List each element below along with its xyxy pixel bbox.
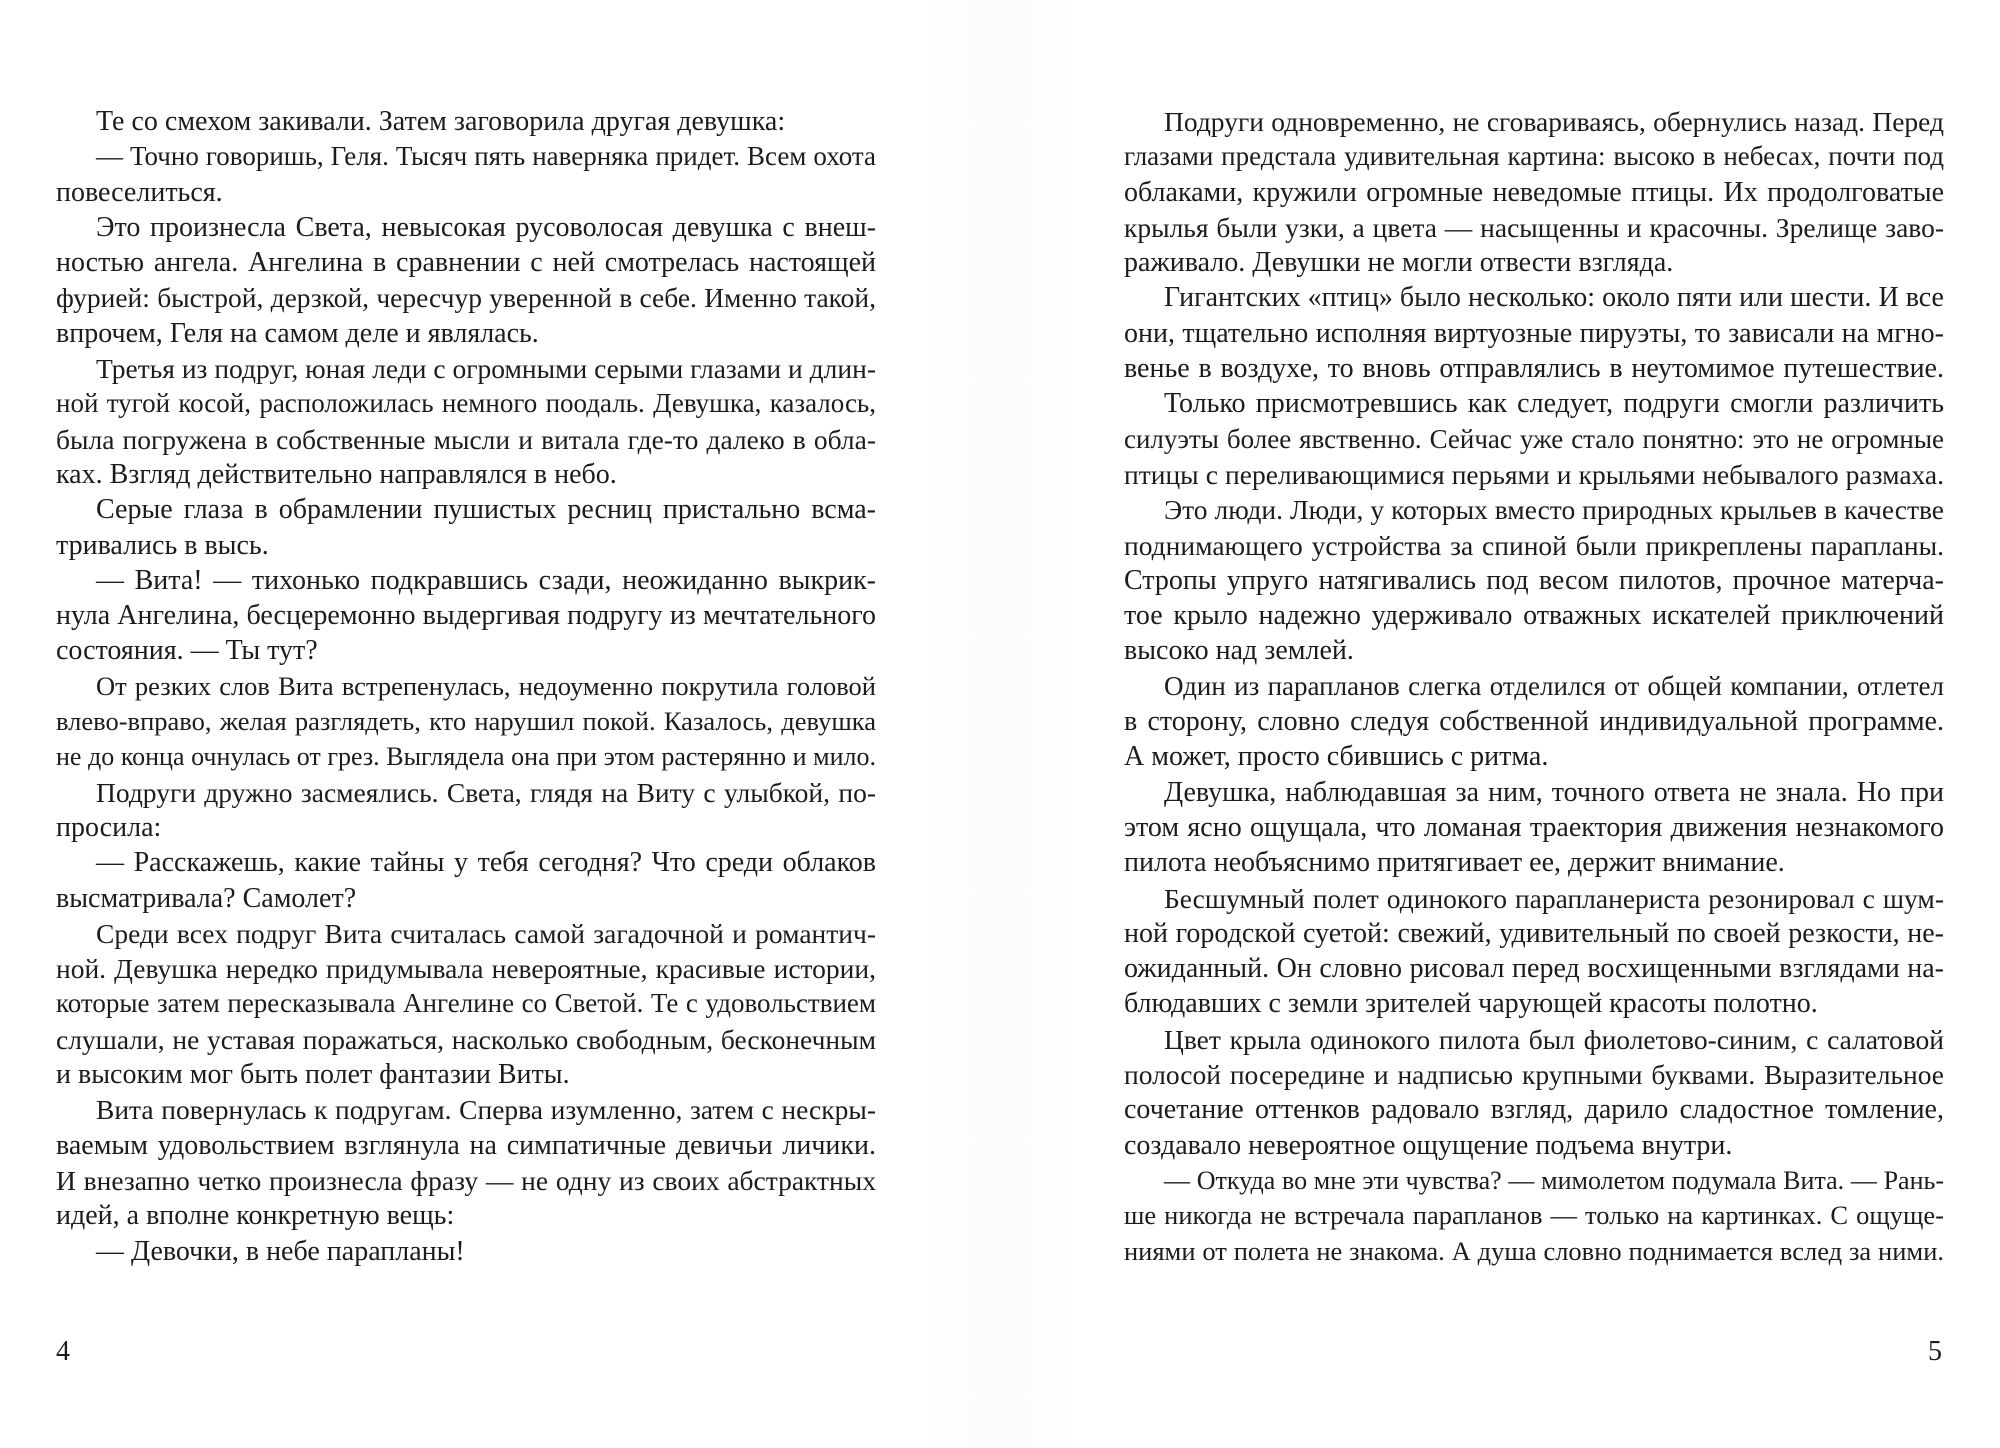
text-line: И внезапно четко произнесла фразу — не одну из своих абстрактных bbox=[56, 1164, 876, 1196]
text-line: ностью ангела. Ангелина в сравнении с ней смотрелась настоящей bbox=[56, 247, 876, 279]
text-line: ниями от полета не знакома. А душа словно поднимается вслед за ними. bbox=[1124, 1235, 1944, 1266]
left-page-text bbox=[56, 104, 876, 1269]
text-line: А может, просто сбившись с ритма. bbox=[1124, 741, 1549, 773]
text-line: просила: bbox=[56, 811, 162, 843]
text-line: создавало невероятное ощущение подъема внутри. bbox=[1124, 1129, 1733, 1161]
text-line: высматривала? Самолет? bbox=[56, 882, 357, 914]
text-line: Подруги дружно засмеялись. Света, глядя на Виту с улыбкой, по- bbox=[96, 776, 876, 808]
text-line: высоко над землей. bbox=[1124, 635, 1354, 667]
text-line: Среди всех подруг Вита считалась самой загадочной и романтич- bbox=[96, 917, 876, 949]
text-line: От резких слов Вита встрепенулась, недоуменно покрутила головой bbox=[96, 670, 876, 701]
text-line: идей, а вполне конкретную вещь: bbox=[56, 1200, 455, 1232]
text-line: Один из парапланов слегка отделился от общей компании, отлетел bbox=[1164, 670, 1944, 701]
text-line: раживало. Девушки не могли отвести взгляда. bbox=[1124, 247, 1674, 279]
text-line: и высоким мог быть полет фантазии Виты. bbox=[56, 1059, 570, 1091]
text-line: сочетание оттенков радовало взгляд, дарило сладостное томление, bbox=[1124, 1094, 1944, 1126]
text-line: венье в воздухе, то вновь отправлялись в неутомимое путешествие. bbox=[1124, 353, 1944, 385]
text-line: облаками, кружили огромные неведомые птицы. Их продолговатые bbox=[1124, 176, 1944, 208]
text-line: была погружена в собственные мысли и витала где-то далеко в обла- bbox=[56, 423, 876, 455]
text-line: силуэты более явственно. Сейчас уже стало понятно: это не огромные bbox=[1124, 423, 1944, 454]
text-line: в сторону, словно следуя собственной индивидуальной программе. bbox=[1124, 706, 1944, 738]
text-line: полосой посередине и надписью крупными буквами. Выразительное bbox=[1124, 1059, 1944, 1091]
text-line: Это люди. Люди, у которых вместо природных крыльев в качестве bbox=[1164, 494, 1944, 526]
text-line: Стропы упруго натягивались под весом пилотов, прочное матерча- bbox=[1124, 564, 1944, 596]
text-line: Подруги одновременно, не сговариваясь, обернулись назад. Перед bbox=[1164, 106, 1944, 137]
text-line: крылья были узки, а цвета — насыщенны и красочны. Зрелище заво- bbox=[1124, 211, 1944, 243]
text-line: Серые глаза в обрамлении пушистых ресниц пристально всма- bbox=[96, 494, 876, 526]
text-line: тое крыло надежно удерживало отважных искателей приключений bbox=[1124, 600, 1944, 632]
text-line: нула Ангелина, бесцеремонно выдергивая подругу из мечтательного bbox=[56, 600, 876, 632]
text-line: не до конца очнулась от грез. Выглядела она при этом растерянно и мило. bbox=[56, 742, 876, 772]
text-line: — Откуда во мне эти чувства? — мимолетом подумала Вита. — Рань- bbox=[1164, 1165, 1944, 1195]
text-line: поднимающего устройства за спиной были прикреплены парапланы. bbox=[1124, 529, 1944, 561]
text-line: Гигантских «птиц» было несколько: около пяти или шести. И все bbox=[1164, 282, 1944, 314]
text-line: впрочем, Геля на самом деле и являлась. bbox=[56, 317, 539, 349]
right-page-text bbox=[1124, 104, 1944, 1269]
text-line: Те со смехом закивали. Затем заговорила другая девушка: bbox=[96, 106, 786, 137]
text-line: — Вита! — тихонько подкравшись сзади, неожиданно выкрик- bbox=[96, 564, 876, 596]
text-line: которые затем пересказывала Ангелине со Светой. Те с удовольствием bbox=[56, 988, 876, 1019]
right-page-number: 5 bbox=[1928, 1336, 1942, 1367]
text-line: Бесшумный полет одинокого парапланериста резонировал с шум- bbox=[1164, 882, 1944, 914]
text-line: ной городской суетой: свежий, удивительный по своей резкости, не- bbox=[1124, 917, 1944, 949]
text-line: Только присмотревшись как следует, подруги смогли различить bbox=[1164, 388, 1944, 420]
text-line: они, тщательно исполняя виртуозные пируэты, то зависали на мгно- bbox=[1124, 317, 1944, 349]
text-line: глазами предстала удивительная картина: высоко в небесах, почти под bbox=[1124, 141, 1944, 172]
text-line: — Точно говоришь, Геля. Тысяч пять наверняка придет. Всем охота bbox=[96, 141, 876, 172]
text-line: повеселиться. bbox=[56, 176, 223, 208]
text-line: Третья из подруг, юная леди с огромными серыми глазами и длин- bbox=[96, 353, 876, 385]
text-line: блюдавших с земли зрителей чарующей красоты полотно. bbox=[1124, 988, 1818, 1020]
text-line: ной тугой косой, расположилась немного поодаль. Девушка, казалось, bbox=[56, 388, 876, 419]
text-line: тривались в высь. bbox=[56, 529, 269, 561]
text-line: ше никогда не встречала парапланов — только на картинках. С ощуще- bbox=[1124, 1200, 1944, 1231]
text-line: пилота необъяснимо притягивает ее, держит внимание. bbox=[1124, 847, 1785, 879]
text-line: Это произнесла Света, невысокая русоволосая девушка с внеш- bbox=[96, 211, 876, 243]
text-line: птицы с переливающимися перьями и крыльями небывалого размаха. bbox=[1124, 458, 1944, 490]
text-line: ожиданный. Он словно рисовал перед восхищенными взглядами на- bbox=[1124, 953, 1944, 985]
left-page-number: 4 bbox=[56, 1336, 70, 1367]
text-line: — Девочки, в небе парапланы! bbox=[96, 1235, 465, 1267]
text-line: состояния. — Ты тут? bbox=[56, 635, 318, 667]
text-line: фурией: быстрой, дерзкой, чересчур уверенной в себе. Именно такой, bbox=[56, 282, 876, 314]
right-page bbox=[1000, 0, 2000, 1448]
text-line: Вита повернулась к подругам. Сперва изумленно, затем с нескры- bbox=[96, 1094, 876, 1126]
text-line: Девушка, наблюдавшая за ним, точного ответа не знала. Но при bbox=[1164, 776, 1944, 808]
text-line: ваемым удовольствием взглянула на симпатичные девичьи личики. bbox=[56, 1129, 876, 1161]
text-line: этом ясно ощущала, что ломаная траектория движения незнакомого bbox=[1124, 811, 1944, 843]
text-line: ках. Взгляд действительно направлялся в небо. bbox=[56, 458, 617, 490]
text-line: слушали, не уставая поражаться, насколько свободным, бесконечным bbox=[56, 1023, 876, 1055]
text-line: влево-вправо, желая разглядеть, кто нарушил покой. Казалось, девушка bbox=[56, 706, 876, 737]
text-line: Цвет крыла одинокого пилота был фиолетово-синим, с салатовой bbox=[1164, 1023, 1944, 1055]
text-line: ной. Девушка нередко придумывала невероятные, красивые истории, bbox=[56, 953, 876, 985]
text-line: — Расскажешь, какие тайны у тебя сегодня? Что среди облаков bbox=[96, 847, 876, 879]
